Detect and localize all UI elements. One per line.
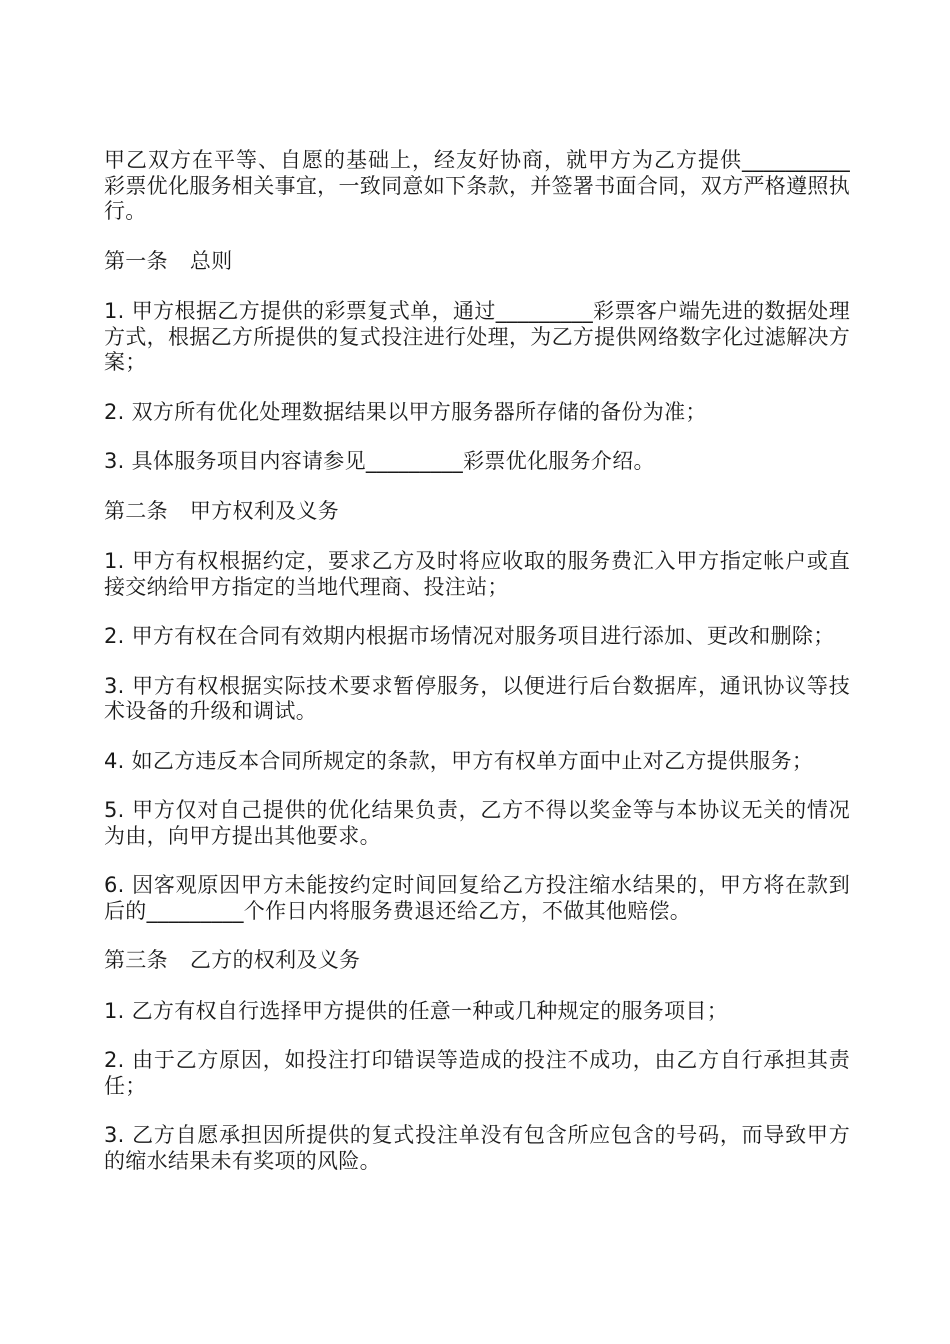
section-heading bbox=[104, 948, 850, 974]
clause-paragraph: 3. 甲方有权根据实际技术要求暂停服务，以便进行后台数据库，通讯协议等技术设备的升级和调试。 bbox=[104, 673, 850, 723]
section-number: 第二条 bbox=[104, 498, 168, 523]
clause-paragraph: 4. 如乙方违反本合同所规定的条款，甲方有权单方面中止对乙方提供服务； bbox=[104, 748, 814, 773]
section-general bbox=[104, 249, 850, 475]
clause-paragraph: 1. 甲方有权根据约定，要求乙方及时将应收取的服务费汇入甲方指定帐户或直接交纳给甲方指定的当地代理商、投注站； bbox=[104, 549, 850, 599]
clause-paragraph: 6. 因客观原因甲方未能按约定时间回复给乙方投注缩水结果的，甲方将在款到后的_________个作日内将服务费退还给乙方，不做其他赔偿。 bbox=[104, 873, 850, 923]
section-title: 总则 bbox=[189, 248, 233, 273]
section-party-a-rights bbox=[104, 499, 850, 925]
section-title: 甲方权利及义务 bbox=[189, 498, 340, 523]
section-party-b-rights bbox=[104, 948, 850, 1174]
clause-paragraph: 3. 乙方自愿承担因所提供的复式投注单没有包含所应包含的号码，而导致甲方的缩水结果未有奖项的风险。 bbox=[104, 1123, 850, 1173]
clause-paragraph: 3. 具体服务项目内容请参见_________彩票优化服务介绍。 bbox=[104, 449, 655, 473]
clause-paragraph: 2. 双方所有优化处理数据结果以甲方服务器所存储的备份为准； bbox=[104, 399, 707, 424]
section-heading bbox=[104, 249, 850, 275]
contract-document bbox=[104, 148, 850, 1198]
clause-paragraph: 2. 甲方有权在合同有效期内根据市场情况对服务项目进行添加、更改和删除； bbox=[104, 624, 835, 648]
section-title: 乙方的权利及义务 bbox=[189, 948, 361, 972]
clause-paragraph: 1. 乙方有权自行选择甲方提供的任意一种或几种规定的服务项目； bbox=[104, 998, 729, 1023]
section-number: 第一条 bbox=[104, 248, 168, 273]
clause-paragraph: 2. 由于乙方原因，如投注打印错误等造成的投注不成功，由乙方自行承担其责任； bbox=[104, 1048, 850, 1098]
section-number: 第三条 bbox=[104, 948, 168, 972]
clause-paragraph: 1. 甲方根据乙方提供的彩票复式单，通过_________彩票客户端先进的数据处理方式，根据乙方所提供的复式投注进行处理，为乙方提供网络数字化过滤解决方案； bbox=[104, 299, 850, 374]
clause-paragraph: 5. 甲方仅对自己提供的优化结果负责，乙方不得以奖金等与本协议无关的情况为由，向甲方提出其他要求。 bbox=[104, 798, 850, 848]
section-heading bbox=[104, 499, 850, 525]
intro-paragraph: 甲乙双方在平等、自愿的基础上，经友好协商，就甲方为乙方提供__________彩票优化服务相关事宜，一致同意如下条款，并签署书面合同，双方严格遵照执行。 bbox=[104, 148, 850, 223]
